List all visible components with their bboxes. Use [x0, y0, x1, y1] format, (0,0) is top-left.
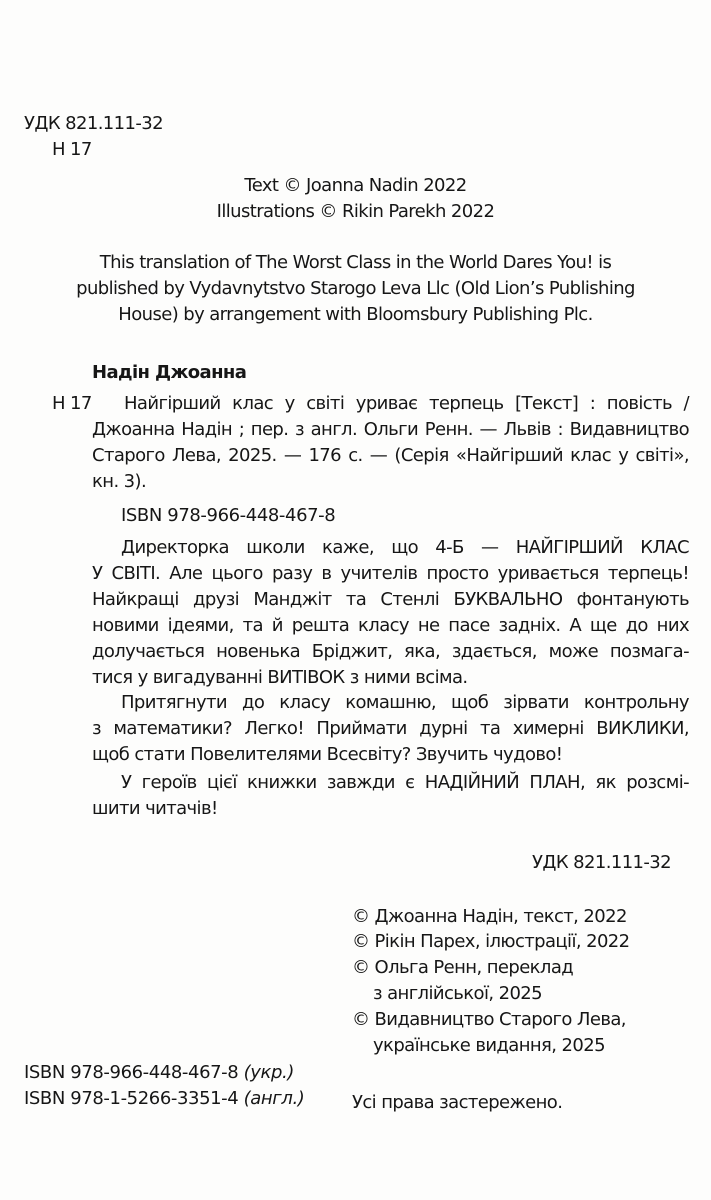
copyright-line: © Ольга Ренн, переклад	[352, 957, 574, 978]
copyright-line: © Рікін Парех, ілюстрації, 2022	[352, 931, 630, 952]
credit-illustrations: Illustrations © Rikin Parekh 2022	[216, 201, 495, 222]
copyright-line: українське видання, 2025	[373, 1035, 605, 1056]
annotation-line: Директорка школи каже, що 4-Б — НАЙГІРШИЙ КЛАС	[121, 537, 689, 558]
author-mark-top: Н 17	[52, 139, 92, 160]
isbn-number: ISBN 978-1-5266-3351-4	[24, 1088, 239, 1109]
isbn-number: ISBN 978-966-448-467-8	[24, 1062, 239, 1083]
translation-note-line: House) by arrangement with Bloomsbury Publishing Plc.	[118, 304, 593, 325]
catalog-isbn: ISBN 978-966-448-467-8	[121, 505, 336, 526]
udk-code-bottom: УДК 821.111-32	[532, 852, 671, 873]
catalog-line: Найгірший клас у світі уриває терпець [Текст] : повість /	[124, 393, 689, 414]
isbn-language: (укр.)	[243, 1062, 294, 1083]
translation-note-line: published by Vydavnytstvo Starogo Leva Llc (Old Lion’s Publishing	[76, 278, 635, 299]
catalog-line: Старого Лева, 2025. — 176 с. — (Серія «Найгірший клас у світі»,	[92, 445, 689, 466]
annotation-line: з математики? Легко! Приймати дурні та химерні ВИКЛИКИ,	[92, 718, 689, 739]
translation-note-line: This translation of The Worst Class in the World Dares You! is	[99, 252, 612, 273]
annotation-line: У героїв цієї книжки завжди є НАДІЙНИЙ ПЛАН, як розсмі-	[121, 772, 689, 793]
credit-text: Text © Joanna Nadin 2022	[244, 175, 467, 196]
annotation-line: шити читачів!	[92, 798, 218, 819]
annotation-line: новими ідеями, та й решта класу не пасе задніх. А ще до них	[92, 615, 689, 636]
copyright-line: з англійської, 2025	[373, 983, 542, 1004]
catalog-line: Джоанна Надін ; пер. з англ. Ольги Ренн. — Львів : Видавництво	[92, 419, 689, 440]
catalog-line: кн. 3).	[92, 471, 147, 492]
annotation-line: долучається новенька Бріджит, яка, здається, може позмага-	[92, 641, 689, 662]
annotation-line: Притягнути до класу комашню, щоб зірвати контрольну	[121, 692, 689, 713]
isbn-ukrainian	[24, 1060, 294, 1086]
catalog-mark: Н 17	[52, 393, 92, 414]
annotation-line: У СВІТІ. Але цього разу в учителів просто уривається терпець!	[92, 563, 689, 584]
udk-code-top: УДК 821.111-32	[24, 113, 163, 134]
annotation-line: Найкращі друзі Манджіт та Стенлі БУКВАЛЬНО фонтанують	[92, 589, 689, 610]
isbn-english	[24, 1086, 304, 1112]
isbn-language: (англ.)	[243, 1088, 305, 1109]
annotation-line: щоб стати Повелителями Всесвіту? Звучить чудово!	[92, 744, 563, 765]
catalog-author-heading: Надін Джоанна	[92, 362, 247, 383]
copyright-line: © Видавництво Старого Лева,	[352, 1009, 626, 1030]
annotation-line: тися у вигадуванні ВИТІВОК з ними всіма.	[92, 667, 468, 688]
copyright-line: © Джоанна Надін, текст, 2022	[352, 906, 627, 927]
rights-reserved: Усі права застережено.	[352, 1092, 563, 1113]
